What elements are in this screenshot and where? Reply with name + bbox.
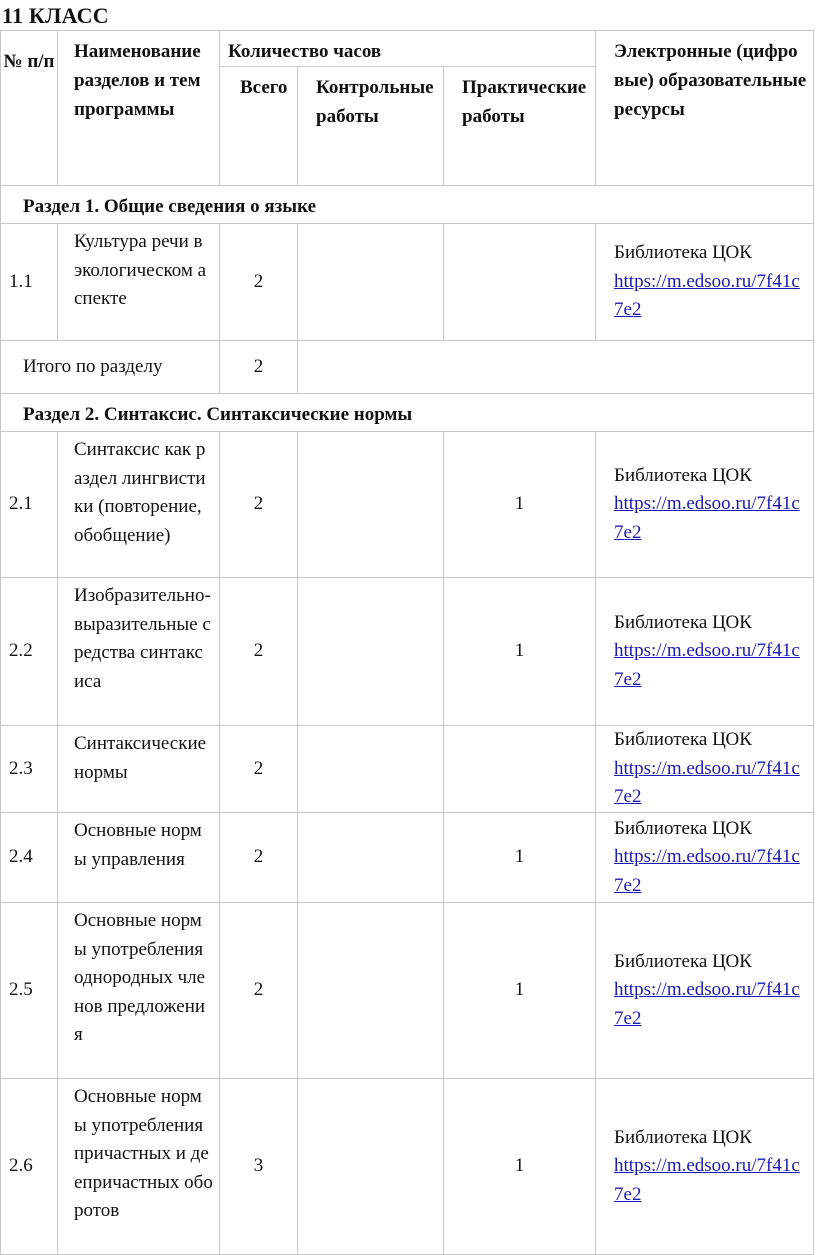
row-name: Основные нормы управления: [58, 813, 220, 903]
resource-link[interactable]: https://m.edsoo.ru/7f41c7e2: [614, 270, 800, 321]
row-resource: [596, 432, 814, 578]
table-row: [1, 578, 814, 726]
resource-label: Библиотека ЦОК: [614, 242, 752, 264]
resource-label: Библиотека ЦОК: [614, 817, 752, 839]
subtotal-row: [1, 341, 814, 394]
row-resource: [596, 726, 814, 813]
table-row: [1, 224, 814, 341]
row-number: 2.5: [1, 903, 58, 1079]
row-name: Синтаксические нормы: [58, 726, 220, 813]
row-resource: [596, 578, 814, 726]
row-control: [298, 432, 444, 578]
row-number: 2.4: [1, 813, 58, 903]
row-name: Основные нормы употребления причастных и деепричастных оборотов: [58, 1079, 220, 1255]
row-resource: [596, 903, 814, 1079]
row-total: 2: [220, 432, 298, 578]
row-resource: [596, 224, 814, 341]
row-name: Культура речи в экологическом аспекте: [58, 224, 220, 341]
subtotal-label: Итого по разделу: [1, 341, 220, 394]
row-resource: [596, 1079, 814, 1255]
resource-label: Библиотека ЦОК: [614, 611, 752, 633]
row-number: 1.1: [1, 224, 58, 341]
section-row: [1, 186, 814, 224]
row-resource: [596, 813, 814, 903]
row-control: [298, 726, 444, 813]
row-control: [298, 224, 444, 341]
section-title: Раздел 1. Общие сведения о языке: [1, 186, 814, 224]
resource-link[interactable]: https://m.edsoo.ru/7f41c7e2: [614, 846, 800, 896]
resource-label: Библиотека ЦОК: [614, 729, 752, 751]
row-total: 3: [220, 1079, 298, 1255]
section-row: [1, 394, 814, 432]
row-practical: 1: [444, 1079, 596, 1255]
table-row: [1, 813, 814, 903]
row-name: Изобразительно-выразительные средства синтаксиса: [58, 578, 220, 726]
resource-link[interactable]: https://m.edsoo.ru/7f41c7e2: [614, 757, 800, 808]
table-row: [1, 726, 814, 813]
row-total: 2: [220, 903, 298, 1079]
row-control: [298, 1079, 444, 1255]
row-number: 2.6: [1, 1079, 58, 1255]
subtotal-empty: [298, 341, 814, 394]
resource-label: Библиотека ЦОК: [614, 1126, 752, 1148]
row-practical: [444, 726, 596, 813]
header-practical: Практические работы: [444, 67, 596, 186]
table-row: [1, 1079, 814, 1255]
resource-link[interactable]: https://m.edsoo.ru/7f41c7e2: [614, 979, 800, 1029]
section-title: Раздел 2. Синтаксис. Синтаксические нормы: [1, 394, 814, 432]
row-practical: 1: [444, 432, 596, 578]
table-row: [1, 903, 814, 1079]
row-practical: [444, 224, 596, 341]
row-total: 2: [220, 578, 298, 726]
resource-link[interactable]: https://m.edsoo.ru/7f41c7e2: [614, 493, 800, 543]
header-number: № п/п: [1, 31, 58, 186]
row-practical: 1: [444, 813, 596, 903]
row-number: 2.1: [1, 432, 58, 578]
row-total: 2: [220, 813, 298, 903]
row-practical: 1: [444, 903, 596, 1079]
header-total: Всего: [220, 67, 298, 186]
header-hours: Количество часов: [220, 31, 596, 67]
header-control: Контрольные работы: [298, 67, 444, 186]
row-practical: 1: [444, 578, 596, 726]
row-control: [298, 813, 444, 903]
row-control: [298, 903, 444, 1079]
table-row: [1, 432, 814, 578]
resource-link[interactable]: https://m.edsoo.ru/7f41c7e2: [614, 640, 800, 690]
subtotal-value: 2: [220, 341, 298, 394]
page-title: 11 КЛАСС: [2, 3, 109, 28]
row-total: 2: [220, 224, 298, 341]
resource-label: Библиотека ЦОК: [614, 950, 752, 972]
row-total: 2: [220, 726, 298, 813]
row-control: [298, 578, 444, 726]
curriculum-table: [0, 30, 814, 1255]
row-name: Основные нормы употребления однородных членов предложения: [58, 903, 220, 1079]
row-number: 2.2: [1, 578, 58, 726]
resource-link[interactable]: https://m.edsoo.ru/7f41c7e2: [614, 1155, 800, 1205]
header-name: Наименование разделов и тем программы: [58, 31, 220, 186]
resource-label: Библиотека ЦОК: [614, 464, 752, 486]
header-resources: Электронные (цифровые) образовательные ресурсы: [596, 31, 814, 186]
row-name: Синтаксис как раздел лингвистики (повторение, обобщение): [58, 432, 220, 578]
row-number: 2.3: [1, 726, 58, 813]
